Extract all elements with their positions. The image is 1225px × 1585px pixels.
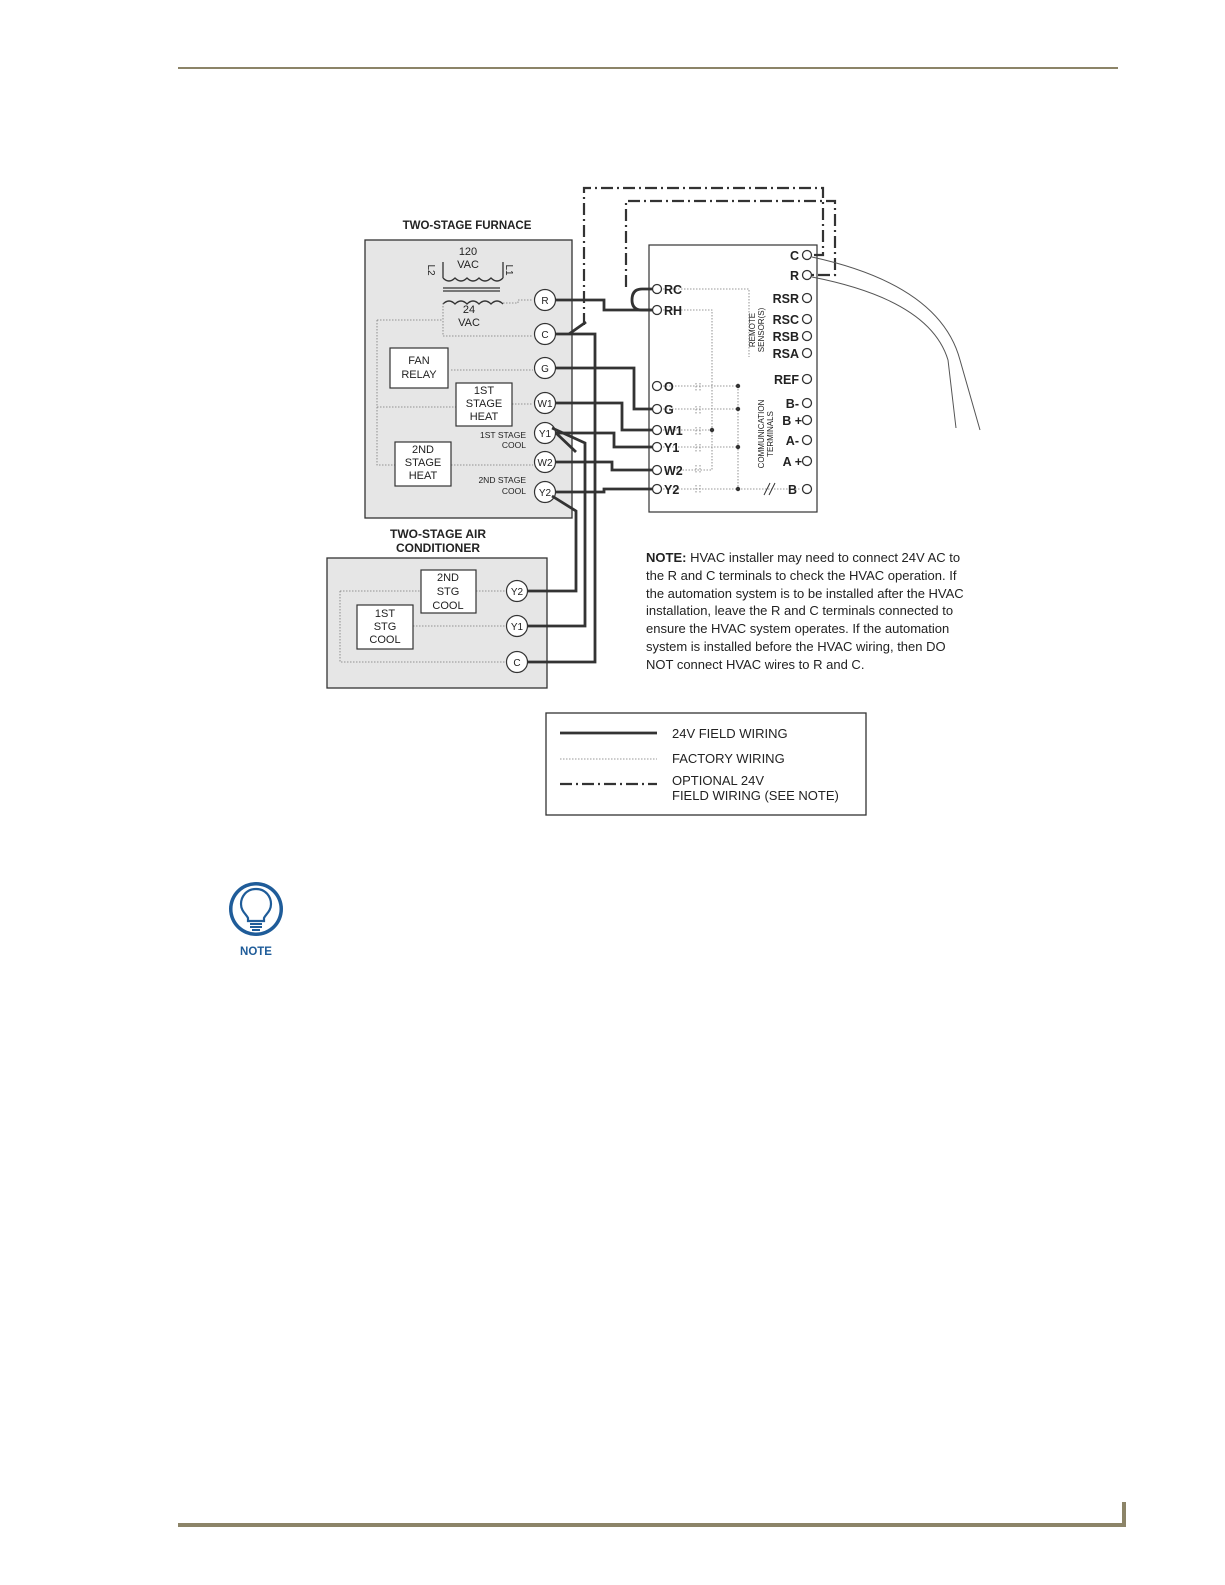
svg-text:G: G — [541, 364, 549, 375]
transformer-secondary-1: 24 — [462, 304, 476, 316]
svg-text:A +: A + — [782, 455, 802, 469]
ac-title-2: CONDITIONER — [396, 541, 480, 555]
furnace-terminal-g — [535, 358, 556, 379]
svg-text:G: G — [664, 403, 674, 417]
fan-relay-label-2: RELAY — [401, 369, 437, 381]
ac-stg2-cool-label-2: STG — [436, 586, 460, 598]
furnace-cool1-label-2: COOL — [501, 440, 526, 450]
furnace-terminal-c — [535, 324, 556, 345]
transformer-l1: L1 — [503, 264, 514, 276]
ac-stg1-cool-label-2: STG — [373, 621, 397, 633]
svg-text:C: C — [513, 658, 521, 669]
svg-text:C: C — [541, 330, 549, 341]
transformer-primary-1: 120 — [458, 246, 478, 258]
footer-rule-tick — [1122, 1502, 1126, 1527]
remote-sensors-label-2: SENSOR(S) — [757, 307, 766, 353]
svg-text:RSA: RSA — [772, 347, 799, 361]
note-icon-label: NOTE — [240, 946, 272, 958]
svg-text:Y1: Y1 — [538, 429, 552, 440]
svg-text:A-: A- — [785, 434, 799, 448]
furnace-cool2-label-2: COOL — [501, 486, 526, 496]
external-wires — [812, 257, 980, 430]
furnace-title: TWO-STAGE FURNACE — [402, 220, 532, 232]
stage2-heat-label-1: 2ND — [411, 444, 435, 456]
svg-text:RSC: RSC — [772, 313, 799, 327]
installer-note-lead: NOTE: — [646, 550, 687, 565]
legend-optional-label-1: OPTIONAL 24V — [672, 773, 764, 788]
installer-note — [646, 549, 966, 674]
svg-text:Y2: Y2 — [510, 587, 524, 598]
svg-text:Y2: Y2 — [538, 488, 552, 499]
legend-optional-label-2: FIELD WIRING (SEE NOTE) — [672, 788, 839, 803]
furnace-cool2-label-1: 2ND STAGE — [478, 475, 526, 485]
svg-text:R: R — [541, 296, 549, 307]
furnace-cool1-label-1: 1ST STAGE — [480, 430, 526, 440]
svg-text:RH: RH — [664, 304, 683, 318]
furnace-terminal-r — [535, 290, 556, 311]
furnace-terminal-w1 — [535, 393, 556, 414]
svg-text:RC: RC — [664, 283, 683, 297]
ac-title-1: TWO-STAGE AIR — [390, 527, 486, 541]
ac-terminal-y2 — [507, 581, 528, 602]
legend-field-label: 24V FIELD WIRING — [672, 726, 788, 741]
svg-text:C: C — [789, 249, 799, 263]
ac-stg2-cool-label-3: COOL — [432, 600, 464, 612]
transformer-secondary-2: VAC — [458, 317, 480, 329]
legend-factory-label: FACTORY WIRING — [672, 751, 785, 766]
ac-terminal-c — [507, 652, 528, 673]
svg-text:B: B — [787, 483, 797, 497]
stage1-heat-label-2: STAGE — [465, 398, 503, 410]
stage1-heat-label-1: 1ST — [473, 385, 495, 397]
ac-stg1-cool-label-1: 1ST — [374, 608, 396, 620]
ac-stg2-cool-label-1: 2ND — [436, 572, 460, 584]
stage1-heat-label-3: HEAT — [469, 411, 499, 423]
svg-text:W1: W1 — [537, 399, 553, 410]
furnace-terminal-w2 — [535, 452, 556, 473]
ac-stg1-cool-label-3: COOL — [369, 634, 401, 646]
comm-terminals-label-2: TERMINALS — [766, 411, 775, 457]
svg-text:RSR: RSR — [772, 292, 799, 306]
svg-text:Y1: Y1 — [510, 622, 524, 633]
svg-text:W2: W2 — [664, 464, 683, 478]
svg-text:W2: W2 — [537, 458, 553, 469]
lightbulb-note-icon — [226, 880, 292, 960]
svg-text:B +: B + — [782, 414, 802, 428]
footer-rule — [178, 1523, 1126, 1527]
transformer-primary-2: VAC — [457, 259, 479, 271]
fan-relay-label-1: FAN — [408, 355, 430, 367]
svg-text:B-: B- — [785, 397, 799, 411]
ac-terminal-y1 — [507, 616, 528, 637]
svg-text:W1: W1 — [664, 424, 683, 438]
svg-text:Y1: Y1 — [664, 441, 680, 455]
svg-text:Y2: Y2 — [664, 483, 680, 497]
installer-note-body: HVAC installer may need to connect 24V AC to the R and C terminals to check the HVAC operation. If the automation system is to be installed after the HVAC installation, leave the R and C terminals connected to ensure the HVAC system operates. If the automation system is installed before the HVAC wiring, then DO NOT connect HVAC wires to R and C. — [646, 550, 964, 672]
svg-text:O: O — [664, 380, 674, 394]
svg-text:R: R — [789, 269, 799, 283]
remote-sensors-label-1: REMOTE — [748, 312, 757, 348]
fan-relay-box — [390, 348, 448, 388]
comm-terminals-label-1: COMMUNICATION — [757, 399, 766, 469]
furnace-terminal-y2 — [535, 482, 556, 503]
svg-text:REF: REF — [774, 373, 799, 387]
transformer-l2: L2 — [425, 264, 436, 276]
svg-text:RSB: RSB — [772, 330, 799, 344]
stage2-heat-label-2: STAGE — [404, 457, 442, 469]
stage2-heat-label-3: HEAT — [408, 470, 438, 482]
furnace-terminal-y1 — [535, 423, 556, 444]
